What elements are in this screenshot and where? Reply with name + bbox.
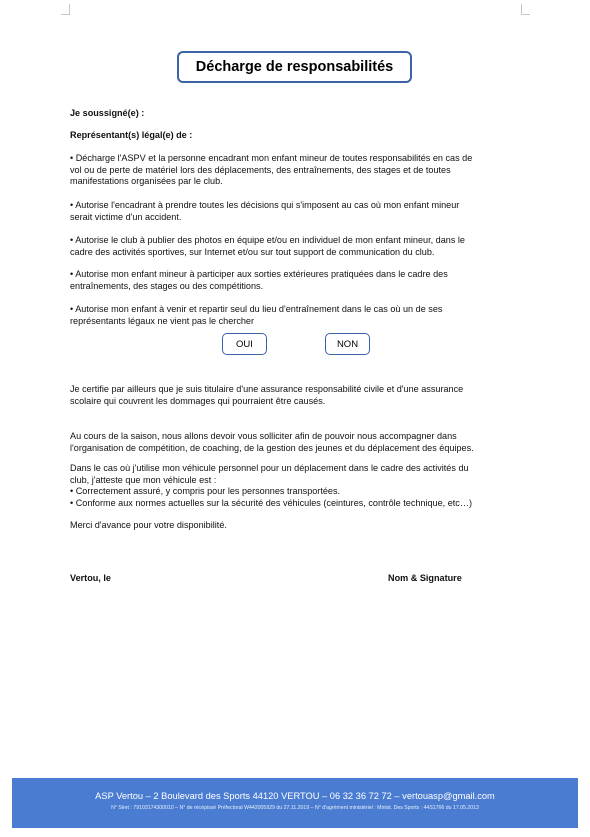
crop-mark-top-left [61,4,70,15]
footer-contact-line: ASP Vertou – 2 Boulevard des Sports 44120 VERTOU – 06 32 36 72 72 – vertouasp@gmail.com [95,791,495,801]
soussigne-label: Je soussigné(e) : [70,108,145,118]
certify-line-2: scolaire qui couvrent les dommages qui pourraient être causés. [70,395,326,406]
season-line-2: l'organisation de compétition, de coaching, de la gestion des jeunes et du déplacement des équipes. [70,442,474,453]
bullet-accident-line-1: • Autorise l'encadrant à prendre toutes les décisions qui s'imposent au cas où mon enfant mineur [70,200,460,210]
oui-choice-box[interactable] [222,333,267,355]
vehicle-line-1: Dans le cas où j'utilise mon véhicule personnel pour un déplacement dans le cadre des activités du [70,463,469,473]
oui-label: OUI [236,338,253,350]
vehicle-line-2: club, j'atteste que mon véhicule est : [70,474,217,485]
certify-paragraph [70,384,525,407]
bullet-accident-line-2: serait victime d'un accident. [70,211,182,222]
representant-label: Représentant(s) légal(e) de : [70,130,193,140]
bullet-photos-line-2: cadre des activités sportives, sur Internet et/ou sur tout support de communication du club. [70,246,435,257]
vehicle-line-3: • Correctement assuré, y compris pour les personnes transportées. [70,486,341,497]
certify-line-1: Je certifie par ailleurs que je suis titulaire d'une assurance responsabilité civile et d'une assurance [70,384,464,394]
bullet-decharge-line-1: • Décharge l'ASPV et la personne encadrant mon enfant mineur de toutes responsabilités en cas de [70,153,473,163]
footer-legal-line: N° Siret : 79103174300010 – N° de récépissé Préfectoral W442005929 du 27.11.2019 – N° d'agrément ministériel : Minist. Des Sports : 44S1766 du 17.05.2013 [111,805,479,811]
bullet-seul-line-1: • Autorise mon enfant à venir et repartir seul du lieu d'entraînement dans le cas où un de ses [70,304,443,314]
season-paragraph [70,431,525,454]
crop-mark-top-right [521,4,530,15]
bullet-photos-line-1: • Autorise le club à publier des photos en équipe et/ou en individuel de mon enfant mineur, dans le [70,235,465,245]
bullet-seul [70,304,525,327]
signature-name: Nom & Signature [388,573,462,583]
bullet-decharge-line-2: vol ou de perte de matériel lors des déplacements, des entraînements, des stages et de toutes [70,164,451,175]
bullet-sorties [70,269,525,292]
bullet-sorties-line-1: • Autorise mon enfant mineur à participer aux sorties extérieures pratiquées dans le cadre des [70,269,448,279]
season-line-1: Au cours de la saison, nous allons devoir vous solliciter afin de pouvoir nous accompagner dans [70,431,457,441]
bullet-photos [70,235,525,258]
non-choice-box[interactable] [325,333,370,355]
thanks-text: Merci d'avance pour votre disponibilité. [70,520,227,530]
document-title [177,51,412,83]
vehicle-line-4: • Conforme aux normes actuelles sur la sécurité des véhicules (ceintures, contrôle technique, etc…) [70,497,472,508]
bullet-decharge-line-3: manifestations organisées par le club. [70,176,223,187]
signature-place: Vertou, le [70,573,111,583]
bullet-sorties-line-2: entraînements, des stages ou des compétitions. [70,280,264,291]
document-title-text: Décharge de responsabilités [195,59,394,75]
bullet-accident [70,200,525,223]
vehicle-paragraph [70,463,525,509]
bullet-decharge [70,153,525,188]
footer-bar [12,778,578,828]
non-label: NON [336,338,359,350]
bullet-seul-line-2: représentants légaux ne vient pas le chercher [70,315,255,326]
